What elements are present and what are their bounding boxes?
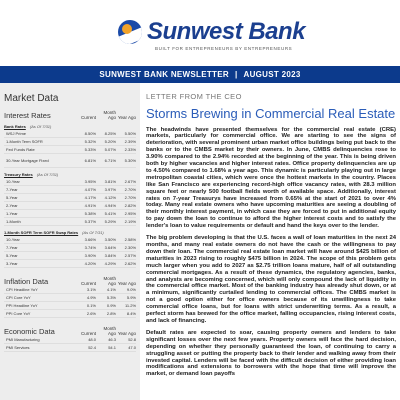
- sofr-swap-asof: (As Of 7/31): [82, 230, 104, 235]
- interest-rates-title: Interest Rates: [4, 111, 51, 120]
- sofr-swap-subhead: [4, 230, 136, 235]
- sofr-swap-label: 1-Month SOFR Term SOFR Swap Rates: [4, 230, 79, 235]
- table-row: 7-Year 3.74% 3.64% 2.30%: [6, 245, 136, 250]
- treasury-rates-subhead: [4, 172, 136, 177]
- col-year-ago: Year Ago: [117, 331, 136, 336]
- col-current: Current: [80, 331, 96, 336]
- inflation-data-header: [4, 276, 136, 286]
- table-row: CPI Core YoY 4.9% 5.3% 5.9%: [6, 295, 136, 300]
- brand-name: Sunwest Bank: [147, 18, 306, 45]
- table-row: 30-Year Mortgage Fixed 6.81% 6.71% 5.30%: [4, 154, 136, 168]
- table-row: 1-Year 5.38% 5.41% 2.95%: [6, 211, 136, 216]
- col-year-ago: Year Ago: [117, 281, 136, 286]
- col-month-ago: Month Ago: [103, 326, 116, 336]
- table-row: 2-Year 4.91% 4.94% 2.82%: [6, 203, 136, 208]
- market-data-sidebar: [0, 83, 140, 400]
- economic-data-title: Economic Data: [4, 327, 55, 336]
- table-row: PMI Manufacturing 48.0 46.3 52.8: [6, 337, 136, 342]
- logo: [118, 18, 305, 46]
- economic-data-header: [4, 326, 136, 336]
- bank-rates-subhead: [4, 124, 136, 129]
- col-current: Current: [80, 115, 96, 120]
- col-month-ago: Month Ago: [103, 276, 116, 286]
- table-row: PMI Services 52.4 54.1 47.0: [6, 345, 136, 350]
- table-row: 7-Year 4.07% 3.97% 2.70%: [6, 187, 136, 192]
- table-row: Fed Funds Rate 5.33% 5.07% 2.33%: [6, 147, 136, 152]
- col-year-ago: Year Ago: [117, 115, 136, 120]
- masthead: [0, 0, 400, 66]
- table-row: 1-Month 5.37% 5.29% 2.19%: [6, 219, 136, 224]
- col-month-ago: Month Ago: [103, 110, 116, 120]
- inflation-data-title: Inflation Data: [4, 277, 49, 286]
- newsletter-banner: [0, 66, 400, 83]
- treasury-rates-asof: (As Of 7/31): [36, 172, 59, 177]
- banner-date: AUGUST 2023: [243, 70, 301, 79]
- table-row: PPI Headline YoY 0.1% 0.9% 11.2%: [6, 303, 136, 308]
- table-row: PPI Core YoY 2.6% 2.8% 8.4%: [6, 311, 136, 316]
- table-row: 1-Month Term SOFR 5.32% 5.20% 2.39%: [6, 139, 136, 144]
- table-row: 10-Year 3.95% 3.81% 2.67%: [6, 179, 136, 184]
- table-row: 10-Year 3.66% 3.50% 2.58%: [6, 237, 136, 242]
- ceo-letter: [144, 83, 396, 400]
- col-current: Current: [80, 281, 96, 286]
- banner-title: SUNWEST BANK NEWSLETTER: [99, 70, 229, 79]
- table-row: CPI Headline YoY 3.1% 4.1% 9.0%: [6, 287, 136, 292]
- sunwest-logo-icon: [118, 20, 142, 44]
- table-row: 5-Year 3.90% 3.84% 2.57%: [6, 253, 136, 258]
- table-row: 5-Year 4.17% 4.12% 2.70%: [6, 195, 136, 200]
- table-row: 3-Year 4.20% 4.29% 2.62%: [6, 261, 136, 266]
- bank-rates-asof: (As Of 7/31): [29, 124, 52, 129]
- bank-rates-label: Bank Rates: [4, 124, 26, 129]
- article-kicker: LETTER FROM THE CEO: [146, 92, 242, 101]
- interest-rates-header: [4, 110, 136, 120]
- treasury-rates-label: Treasury Rates: [4, 172, 33, 177]
- article-paragraph: The big problem developing is that the U.S. faces a wall of loan maturities in the next 24 months, and many real estate owners do not have the cash or the willingness to pay down their loan. The commercial real estate loan market will have around $425 billion of maturities in 2023 rising to roughly $475 billion in 2024. The scope of this problem gets much larger when you add to 2027 as $2.75 trillion loans mature, half of all outstanding commercial mortgages. As a result of these dynamics, the regulatory agencies, banks, and analysts are becoming concerned, which will only compound the lack of liquidity in the commercial office market. Most of the banking industry has already shut down, or at a minimum, significantly curtailed lending to commercial offices. The CMBS market is not a good option either for office owners because of its unwillingness to take commercial office loans, but for loans with strict underwriting terms. As a result, a perfect storm has brewed for the office market, falling occupancies, rising interest costs, and lack of financing.: [146, 235, 396, 324]
- table-row: WSJ Prime 8.50% 8.25% 5.50%: [6, 131, 136, 136]
- article-paragraph: The headwinds have presented themselves for the commercial real estate (CRE) markets, particularly for commercial office. We are starting to see the signs of deterioration, with several prominent urban market office buildings being put back to the banks or to the CMBS market by their owners. In June, CMBS delinquencies rose to 3.90% compared to the 2.94% recorded at the beginning of the year. This is being driven both by higher vacancies and higher interest rates. Office property delinquencies are up to 4.50% compared to 1.68% a year ago. This dynamic is particularly playing out in large metropolitan coastal cities, which were once the hottest markets in the country. Places like San Francisco are experiencing record-high office vacancy rates, with 28.3 million square feet or nearly 500 football fields worth of available space. Additionally, interest rates on 7-year Treasurys have increased from 0.65% at the start of 2021 to over 4% today. Many real estate owners who have upcoming maturities are seeing a doubling of their monthly interest payment, in which case they are forced to put in additional equity to pay down the loan to continue to afford the higher interest costs and to satisfy the lender's loan to value requirements or default and hand the keys over to the lender.: [146, 126, 396, 230]
- banner-separator: |: [234, 70, 238, 79]
- article-paragraph: Default rates are expected to soar, causing property owners and lenders to take significant losses over the next few years. Property owners will face the hard decision, depending on whether they personally guaranteed the loan, of continuing to carry a struggling asset or putting the property back to their lender and walking away from their invested capital. Lenders will be faced with the difficult decision of either providing loan modifications and extensions to borrowers with the hope that time will improve the market, or demand loan payoffs: [146, 329, 396, 378]
- article-headline: Storms Brewing in Commercial Real Estate: [146, 106, 396, 121]
- sidebar-title: Market Data: [4, 93, 59, 104]
- brand-tagline: BUILT FOR ENTREPRENEURS BY ENTREPRENEURS: [155, 46, 293, 51]
